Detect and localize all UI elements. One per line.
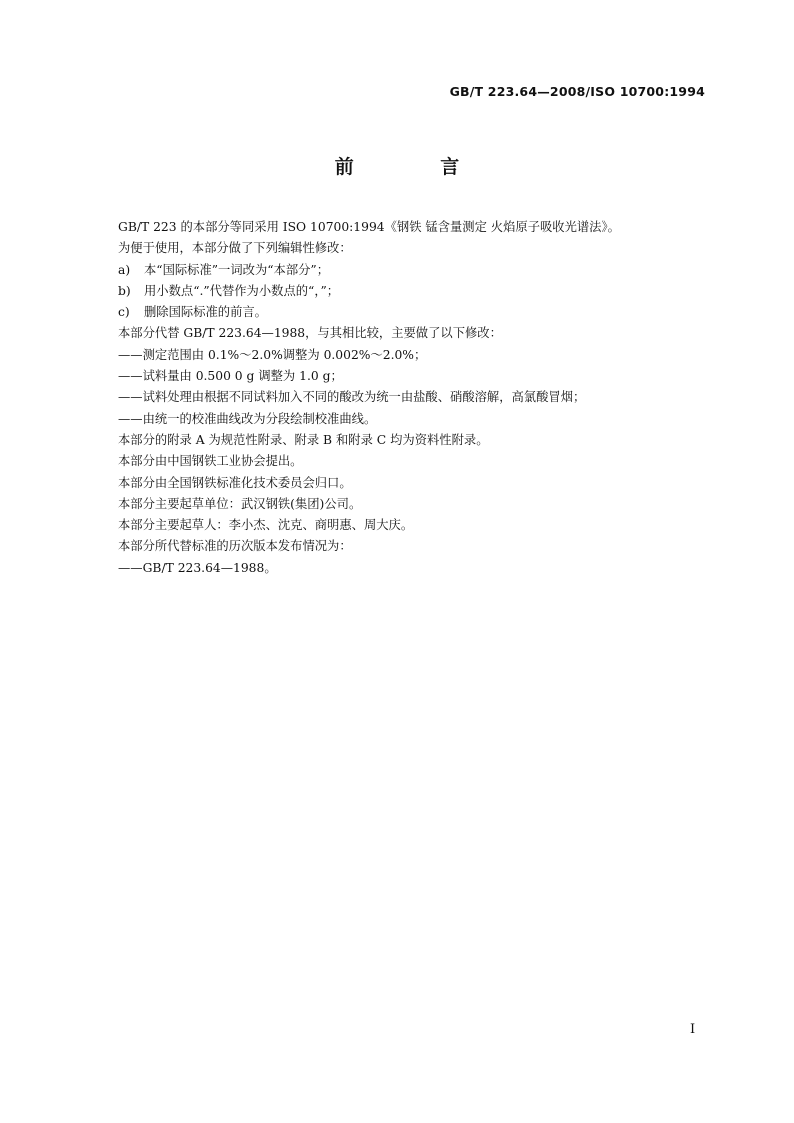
page-title: 前 言: [334, 156, 500, 178]
standard-code: GB/T 223.64—2008/ISO 10700:1994: [449, 84, 705, 99]
paragraph-proposed-by: 本部分由中国钢铁工业协会提出。: [118, 454, 303, 469]
list-item-a: [118, 260, 708, 281]
foreword-body: [118, 217, 708, 579]
paragraph-history-intro: 本部分所代替标准的历次版本发布情况为：: [118, 539, 352, 554]
list-item-text: 本“国际标准”一词改为“本部分”；: [144, 262, 330, 277]
page-number: I: [690, 1022, 696, 1037]
list-item-text: 用小数点“.”代替作为小数点的“，”；: [144, 283, 340, 298]
change-item-range: ——测定范围由 0.1%～2.0%调整为 0.002%～2.0%；: [118, 347, 427, 362]
change-item-sample-treatment: ——试料处理由根据不同试料加入不同的酸改为统一由盐酸、硝酸溶解，高氯酸冒烟；: [118, 390, 586, 405]
change-item-sample-mass: ——试料量由 0.500 0 g 调整为 1.0 g；: [118, 369, 343, 384]
list-item-b: [118, 281, 708, 302]
paragraph-annexes: 本部分的附录 A 为规范性附录、附录 B 和附录 C 均为资料性附录。: [118, 432, 489, 447]
paragraph-replaces: 本部分代替 GB/T 223.64—1988，与其相比较，主要做了以下修改：: [118, 326, 502, 341]
paragraph-drafting-unit: 本部分主要起草单位：武汉钢铁(集团)公司。: [118, 496, 362, 511]
list-item-c: [118, 302, 708, 323]
paragraph-editorial-intro: 为便于使用，本部分做了下列编辑性修改：: [118, 241, 352, 256]
paragraph-drafters: 本部分主要起草人：李小杰、沈克、商明惠、周大庆。: [118, 518, 414, 533]
list-marker: b): [118, 283, 131, 298]
history-item: ——GB/T 223.64—1988。: [118, 560, 277, 575]
list-marker: a): [118, 262, 131, 277]
change-item-calibration: ——由统一的校准曲线改为分段绘制校准曲线。: [118, 411, 377, 426]
paragraph-under-jurisdiction: 本部分由全国钢铁标准化技术委员会归口。: [118, 475, 352, 490]
paragraph-adoption: GB/T 223 的本部分等同采用 ISO 10700:1994《钢铁 锰含量测定 火焰原子吸收光谱法》。: [118, 220, 620, 234]
list-item-text: 删除国际标准的前言。: [144, 305, 267, 320]
list-marker: c): [118, 305, 130, 320]
